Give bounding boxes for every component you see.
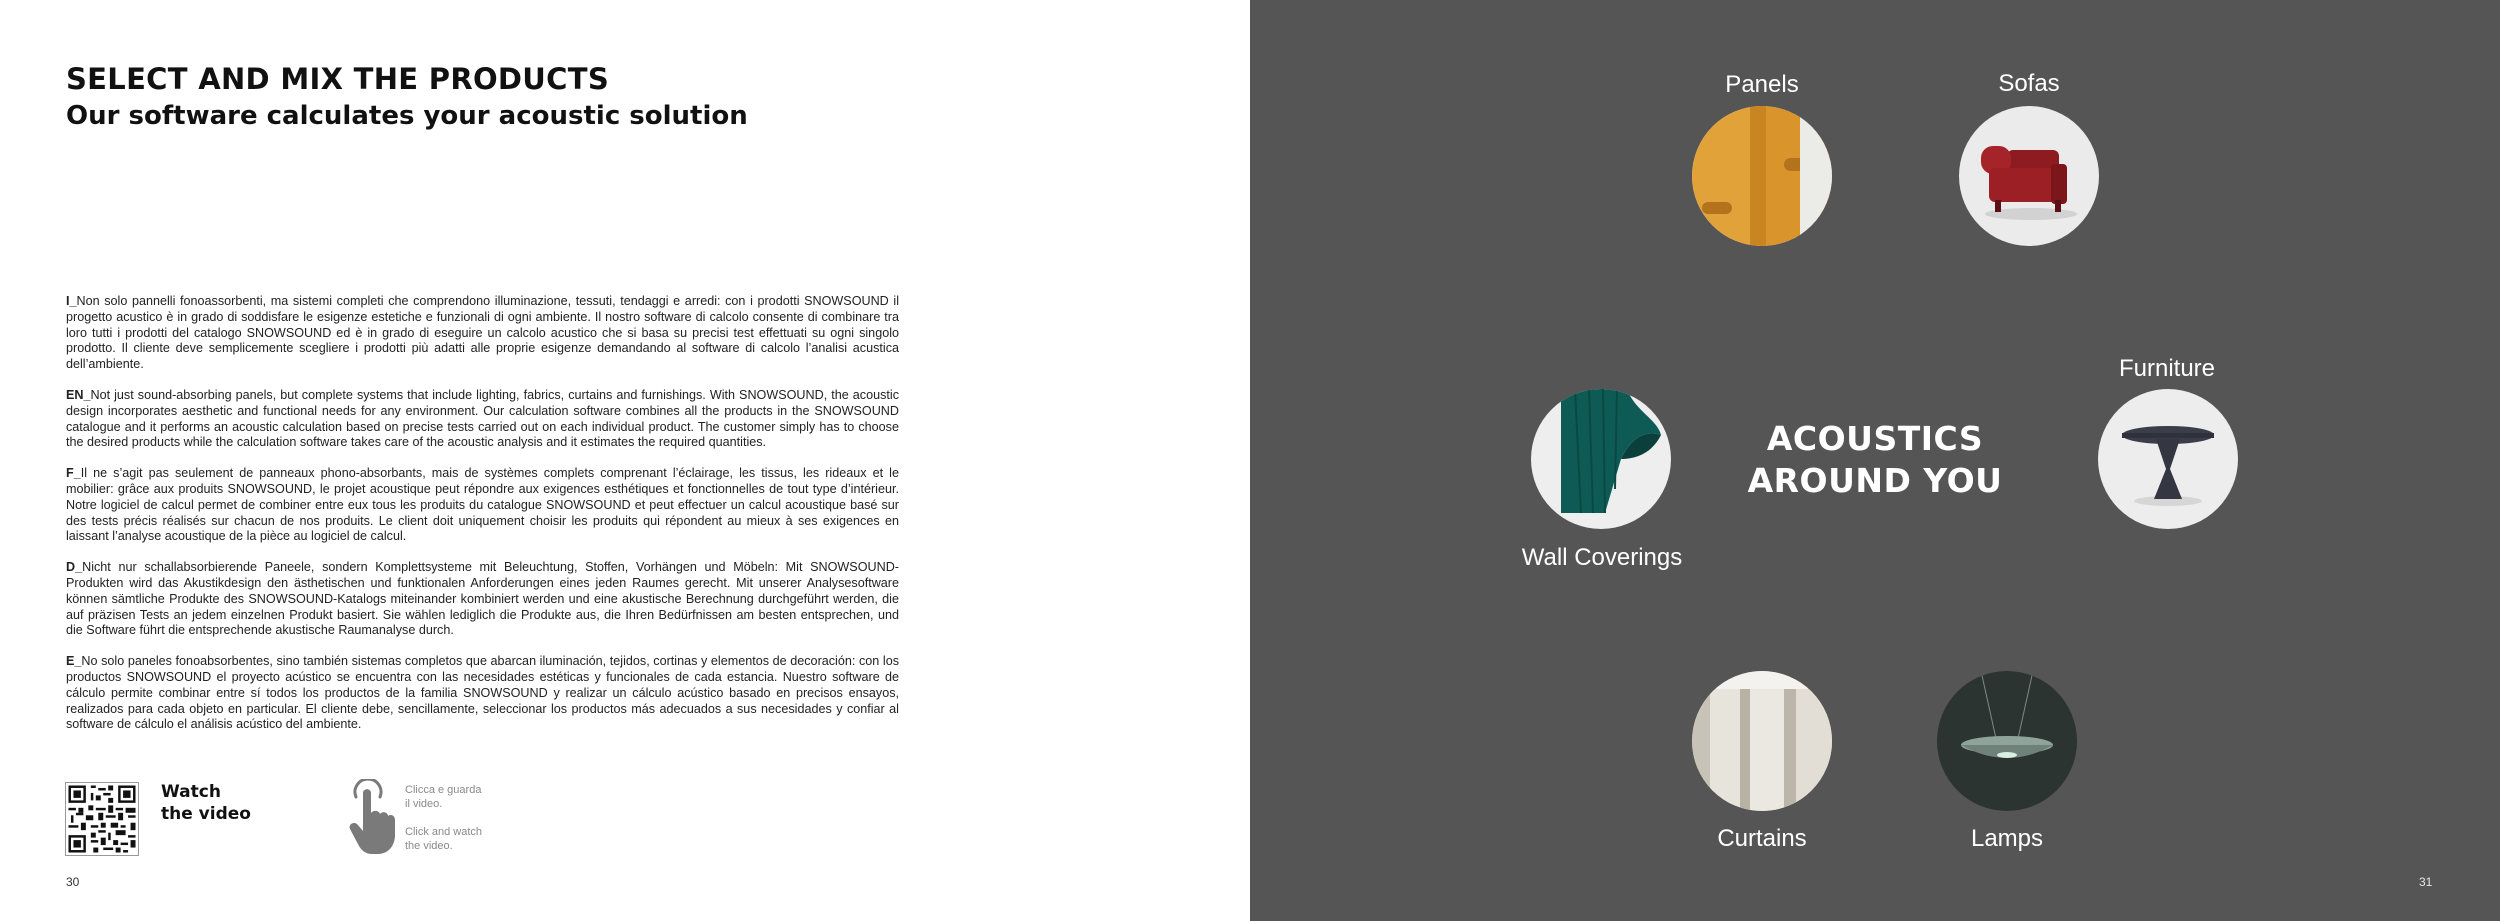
lang-code-en: EN_ <box>66 387 91 402</box>
lang-code-it: I_ <box>66 294 77 308</box>
multilingual-body <box>66 294 899 748</box>
paragraph-text: Il ne s’agit pas seulement de panneaux phono-absorbants, mais de systèmes complets comprenant l’éclairage, les tissus, les rideaux et le mobilier: grâce aux produits SNOWSOUND, le projet acoustique peut répondre aux exigences esthétiques et fonctionnelles de tout type d’intérieur. Notre logiciel de calcul permet de combiner entre eux tous les produits du catalogue SNOWSOUND et peut effectuer un calcul acoustique basé sur des tests précis réalisés sur chacun de nos produits. Le client doit uniquement choisir les produits qui répondent au mieux à ses exigences en laissant l’analyse acoustique de la pièce au logiciel de calcul. <box>66 466 899 544</box>
pointing-hand-icon <box>345 779 397 855</box>
paragraph-text: Non solo pannelli fonoassorbenti, ma sistemi completi che comprendono illuminazione, tessuti, tendaggi e arredi: con i prodotti SNOWSOUND il progetto acustico è in grado di soddisfare le esigenze estetiche e funzionali di ogni ambiente. Il nostro software di calcolo consente di combinare tra loro tutti i prodotti del catalogo SNOWSOUND ed è in grado di eseguire un calcolo acustico che si basa su precisi test effettuati su ogni singolo prodotto. Il cliente deve semplicemente scegliere i prodotti più adatti alle proprie esigenze demandando al software di calcolo l’analisi acustica dell’ambiente. <box>66 294 899 372</box>
table-image[interactable] <box>2098 389 2238 529</box>
lamp-image[interactable] <box>1937 671 2077 811</box>
curtain-image[interactable] <box>1692 671 1832 811</box>
category-label-panels[interactable]: Panels <box>1725 71 1799 98</box>
sofa-image[interactable] <box>1959 106 2099 246</box>
category-label-furniture[interactable]: Furniture <box>2118 355 2216 382</box>
page-subtitle: Our software calculates your acoustic solution <box>66 101 748 131</box>
hint-english: Click and watch the video. <box>405 826 483 852</box>
page-number-left: 30 <box>66 875 80 889</box>
panel-image[interactable] <box>1692 106 1832 246</box>
paragraph-spanish <box>66 654 899 733</box>
wall-covering-image[interactable] <box>1531 389 1671 529</box>
category-label-sofas[interactable]: Sofas <box>1998 70 2060 97</box>
category-label-lamps[interactable]: Lamps <box>1970 825 2044 852</box>
paragraph-text: Nicht nur schallabsorbierende Paneele, sondern Komplettsysteme mit Beleuchtung, Stoffen, Vorhängen und Möbeln: Mit SNOWSOUND-Produkten wird das Akustikdesign den ästhetischen und funktionalen Anforderungen eines jeden Raumes gerecht. Mit unserer Analysesoftware können sämtliche Produkte des SNOWSOUND-Katalogs miteinander kombiniert werden und eine akustische Berechnung durchgeführt werden, die auf präzisen Tests an jedem einzelnen Produkt basiert. Sie wählen lediglich die Produkte aus, die Ihren Bedürfnissen am besten entsprechen, und die Software führt die entsprechende akustische Raumanalyse durch. <box>66 560 899 638</box>
paragraph-text: Not just sound-absorbing panels, but complete systems that include lighting, fabrics, curtains and furnishings. With SNOWSOUND, the acoustic design incorporates aesthetic and functional needs for any environment. Our calculation software combines all the products in the SNOWSOUND catalogue and it performs an acoustic calculation based on precise tests carried out on each individual product. The customer simply has to choose the desired products while the calculation software takes care of the acoustic analysis and it estimates the required quantities. <box>66 387 899 450</box>
lang-code-fr: F_ <box>66 466 81 481</box>
paragraph-english <box>66 388 899 451</box>
lang-code-es: E_ <box>66 654 82 669</box>
paragraph-italian <box>66 294 899 373</box>
page-number-right: 31 <box>2419 875 2433 889</box>
category-label-wall-coverings[interactable]: Wall Coverings <box>1521 544 1683 571</box>
qr-code-icon[interactable] <box>65 782 139 856</box>
watch-video-label[interactable]: Watch the video <box>161 782 251 824</box>
page-title: SELECT AND MIX THE PRODUCTS <box>66 62 609 96</box>
hint-italian: Clicca e guarda il video. <box>405 784 482 810</box>
lang-code-de: D_ <box>66 560 83 575</box>
acoustics-around-you-title: ACOUSTICS AROUND YOU <box>1747 419 2003 500</box>
category-label-curtains[interactable]: Curtains <box>1717 825 1807 852</box>
paragraph-german <box>66 560 899 639</box>
paragraph-text: No solo paneles fonoabsorbentes, sino también sistemas completos que abarcan iluminación, tejidos, cortinas y elementos de decoración: con los productos SNOWSOUND el proyecto acústico se encuentra con las necesidades estéticas y funcionales de cada estancia. Nuestro software de cálculo permite combinar entre sí todos los productos de la familia SNOWSOUND y realizar un cálculo acústico basado en precisos ensayos, realizados para cada objeto en particular. El cliente debe, sencillamente, seleccionar los productos más adecuados a sus necesidades y confiar al software de cálculo el análisis acústico del ambiente. <box>66 654 899 732</box>
paragraph-french <box>66 466 899 545</box>
